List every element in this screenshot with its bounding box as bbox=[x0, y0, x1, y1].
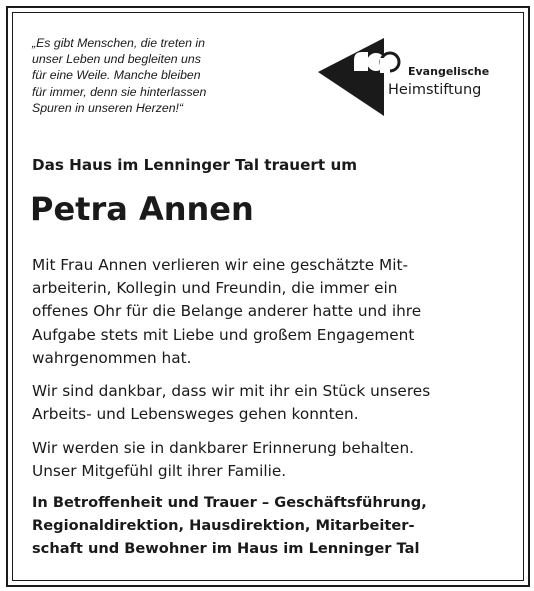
text-line: Mit Frau Annen verlieren wir eine geschätzte Mit- bbox=[32, 256, 408, 274]
text-line: offenes Ohr für die Belange anderer hatte und ihre bbox=[32, 302, 422, 321]
text-line: schaft und Bewohner im Haus im Lenninger Tal bbox=[32, 540, 420, 558]
quote-line: unser Leben und begleiten uns bbox=[32, 52, 201, 67]
body-paragraph-3 bbox=[32, 437, 512, 483]
text-line: Wir sind dankbar, dass wir mit ihr ein Stück unseres bbox=[32, 382, 431, 400]
text-line: Unser Mitgefühl gilt ihrer Familie. bbox=[32, 462, 287, 481]
mourning-headline: Das Haus im Lenninger Tal trauert um bbox=[32, 156, 358, 174]
text-line: Wir werden sie in dankbarer Erinnerung behalten. bbox=[32, 439, 415, 457]
logo-text-heimstiftung: Heimstiftung bbox=[388, 82, 482, 98]
deceased-name: Petra Annen bbox=[30, 190, 254, 228]
body-paragraph-2 bbox=[32, 380, 512, 426]
text-line: Arbeits- und Lebensweges gehen konnten. bbox=[32, 405, 359, 424]
text-line: Regionaldirektion, Hausdirektion, Mitarbeiter- bbox=[32, 517, 415, 535]
quote-line: für immer, denn sie hinterlassen bbox=[32, 84, 207, 99]
heimstiftung-logo bbox=[318, 38, 508, 116]
closing-signature bbox=[32, 491, 512, 561]
text-line: arbeiterin, Kollegin und Freundin, die immer ein bbox=[32, 279, 398, 298]
quote-line: für eine Weile. Manche bleiben bbox=[32, 68, 201, 83]
text-line: Aufgabe stets mit Liebe und großem Engagement bbox=[32, 325, 415, 344]
memorial-quote bbox=[32, 35, 277, 116]
text-line: In Betroffenheit und Trauer – Geschäftsführung, bbox=[32, 494, 427, 511]
text-line: wahrgenommen hat. bbox=[32, 348, 192, 367]
quote-line: Spuren in unseren Herzen!“ bbox=[32, 100, 184, 115]
quote-line: „Es gibt Menschen, die treten in bbox=[32, 36, 205, 50]
body-paragraph-1 bbox=[32, 254, 512, 370]
logo-text-evangelische: Evangelische bbox=[408, 65, 490, 78]
